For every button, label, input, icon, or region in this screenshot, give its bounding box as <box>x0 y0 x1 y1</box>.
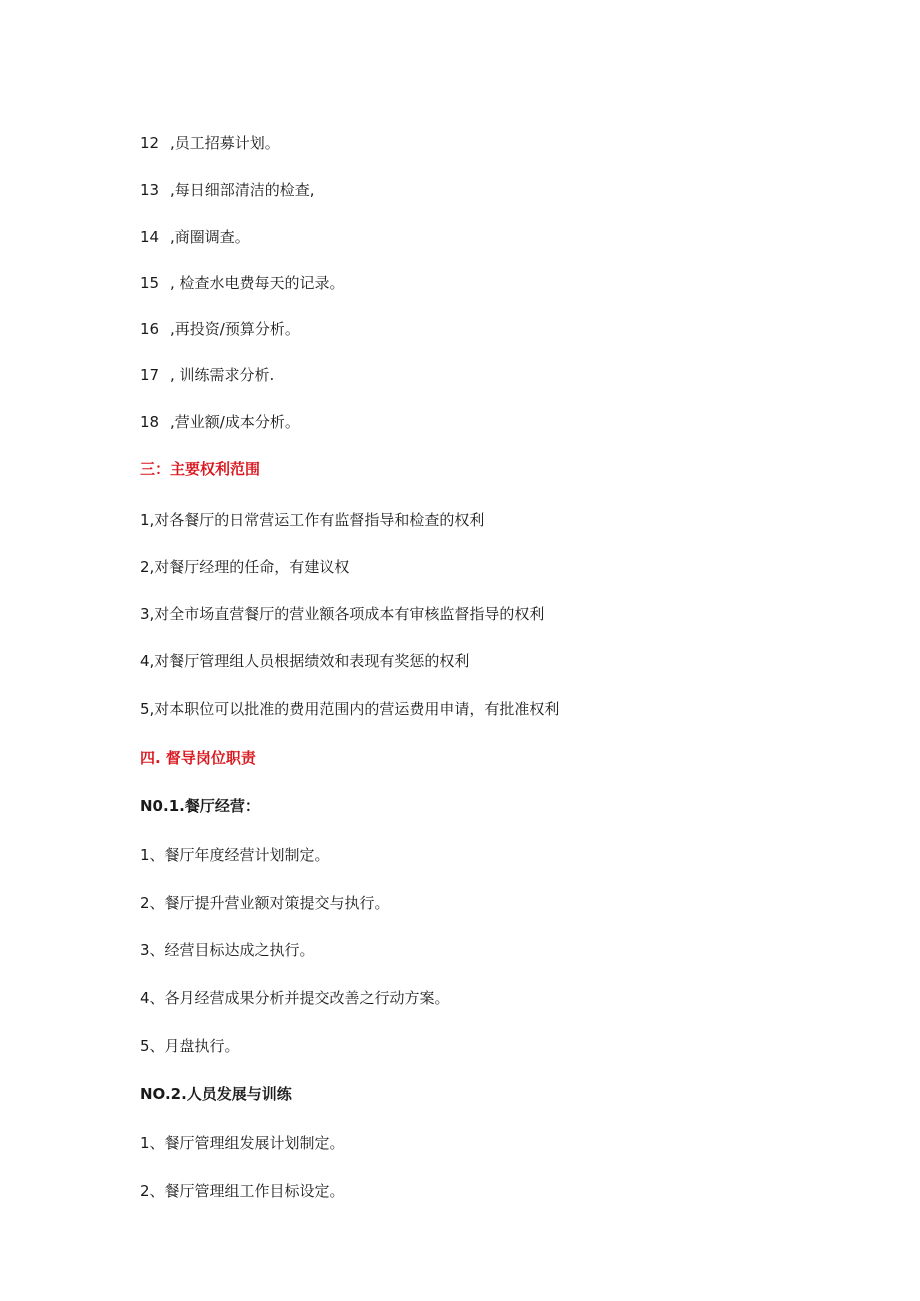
section-4-heading: 四. 督导岗位职责 <box>140 749 256 767</box>
list-item <box>140 227 250 247</box>
duty-item: 4、各月经营成果分析并提交改善之行动方案。 <box>140 989 450 1007</box>
rights-item: 5,对本职位可以批准的费用范围内的营运费用申请，有批准权利 <box>140 700 560 718</box>
item-text: ,再投资/预算分析。 <box>170 320 300 338</box>
item-number: 16 <box>140 320 160 338</box>
duty-item: 3、经营目标达成之执行。 <box>140 941 315 959</box>
rights-item: 3,对全市场直营餐厅的营业额各项成本有审核监督指导的权利 <box>140 605 545 623</box>
subsection-2-heading: NO.2.人员发展与训练 <box>140 1085 292 1103</box>
rights-item: 4,对餐厅管理组人员根据绩效和表现有奖惩的权利 <box>140 652 470 670</box>
list-item <box>140 365 274 385</box>
rights-item: 1,对各餐厅的日常营运工作有监督指导和检查的权利 <box>140 511 485 529</box>
duty-item: 2、餐厅提升营业额对策提交与执行。 <box>140 894 390 912</box>
list-item <box>140 319 300 339</box>
duty-item: 1、餐厅管理组发展计划制定。 <box>140 1134 345 1152</box>
item-text: ,员工招募计划。 <box>170 134 280 152</box>
list-item <box>140 412 300 432</box>
list-item <box>140 180 315 200</box>
item-text: ,营业额/成本分析。 <box>170 413 300 431</box>
item-number: 12 <box>140 134 160 152</box>
list-item <box>140 273 345 293</box>
item-number: 15 <box>140 274 160 292</box>
rights-item: 2,对餐厅经理的任命，有建议权 <box>140 558 350 576</box>
item-number: 14 <box>140 228 160 246</box>
duty-item: 2、餐厅管理组工作目标设定。 <box>140 1182 345 1200</box>
list-item <box>140 133 280 153</box>
section-3-heading: 三：主要权利范围 <box>140 460 261 478</box>
item-number: 13 <box>140 181 160 199</box>
item-text: ,每日细部清洁的检查, <box>170 181 315 199</box>
item-text: , 训练需求分析. <box>170 366 275 384</box>
item-number: 17 <box>140 366 160 384</box>
item-text: , 检查水电费每天的记录。 <box>170 274 345 292</box>
duty-item: 1、餐厅年度经营计划制定。 <box>140 846 330 864</box>
item-text: ,商圈调查。 <box>170 228 250 246</box>
item-number: 18 <box>140 413 160 431</box>
subsection-1-heading: N0.1.餐厅经营： <box>140 797 260 815</box>
duty-item: 5、月盘执行。 <box>140 1037 240 1055</box>
